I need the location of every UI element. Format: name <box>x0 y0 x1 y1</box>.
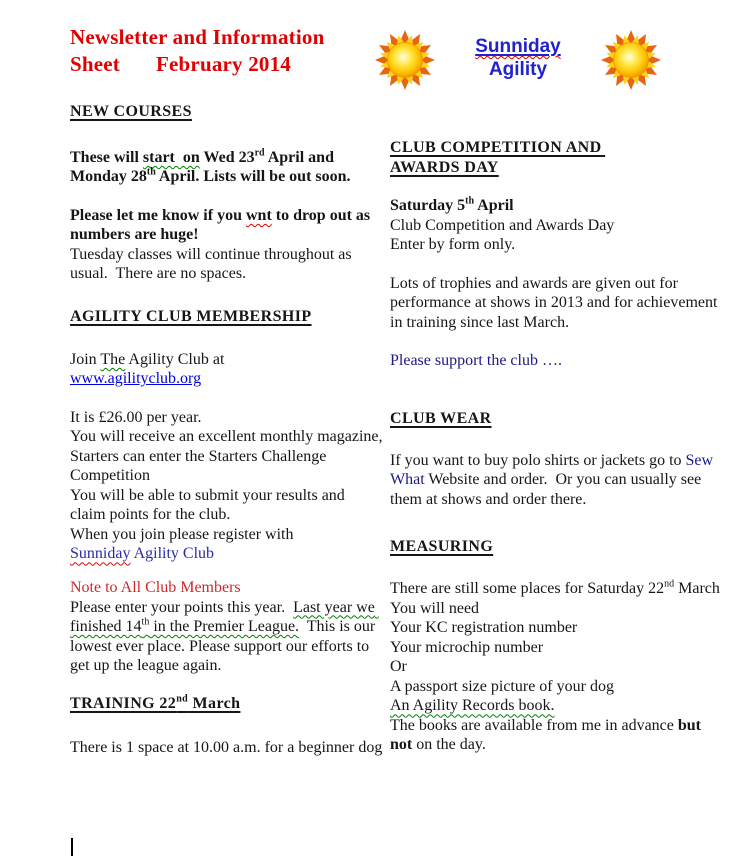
ordinal-suffix: th <box>141 616 150 628</box>
paragraph-or: Or <box>390 658 407 676</box>
paragraph-trophies: Lots of trophies and awards are given out for performance at shows in 2013 and for achievement in training since last March. <box>390 274 722 331</box>
club-title-line2: Agility <box>488 58 548 80</box>
ordinal-suffix: nd <box>176 693 189 705</box>
newsletter-title-line1: Newsletter and Information <box>70 25 325 49</box>
text-run: Agility Club <box>130 545 215 563</box>
text-run: The books are available from me in advance <box>390 716 678 734</box>
newsletter-title-sheet: Sheet <box>70 51 120 76</box>
sew-what-link[interactable]: Sew What <box>390 451 717 489</box>
heading-new-courses: NEW COURSES <box>70 102 192 120</box>
text-run: Saturday 5 <box>390 197 466 214</box>
spelling-squiggle-sunniday: Sunniday <box>70 545 131 563</box>
paragraph-magazine: You will receive an excellent monthly magazine, <box>70 428 383 446</box>
newsletter-title <box>70 24 384 78</box>
heading-note-to-members: Note to All Club Members <box>70 579 241 596</box>
newsletter-title-date: February 2014 <box>156 51 291 76</box>
ordinal-suffix: th <box>465 195 475 207</box>
heading-agility-club-membership: AGILITY CLUB MEMBERSHIP <box>70 307 312 325</box>
text-run: TRAINING 22 <box>70 694 177 712</box>
text-run: Last year we finished 14 <box>70 598 379 636</box>
paragraph-microchip: Your microchip number <box>390 638 544 656</box>
club-title <box>475 27 561 82</box>
sun-icon <box>372 27 438 93</box>
paragraph-you-will-need: You will need <box>390 599 480 617</box>
grammar-squiggle-start-on: start on <box>142 148 200 166</box>
text-run: Join <box>70 350 101 368</box>
sun-icon <box>598 27 664 93</box>
grammar-squiggle-the: The <box>100 350 126 368</box>
right-column <box>390 138 720 755</box>
paragraph-premier-league <box>70 598 384 676</box>
paragraph-starters: Starters can enter the Starters Challenge Competition <box>70 447 331 485</box>
text-run: in the Premier League. <box>149 618 300 636</box>
spelling-squiggle-sunniday-banner <box>475 36 561 57</box>
paragraph-competition-line2: Enter by form only. <box>390 236 516 254</box>
paragraph-results: You will be able to submit your results and claim points for the club. <box>70 486 349 524</box>
heading-club-competition: CLUB COMPETITION AND AWARDS DAY <box>390 139 606 176</box>
sunniday-club-link[interactable] <box>70 544 384 564</box>
paragraph-passport-picture: A passport size picture of your dog <box>390 677 614 695</box>
text-run: Please enter your points this year. <box>70 598 294 616</box>
text-run: Agility Club at <box>125 350 225 368</box>
paragraph-training-space: There is 1 space at 10.00 a.m. for a beginner dog <box>70 738 383 756</box>
grammar-squiggle-records-book: An Agility Records book. <box>390 697 555 715</box>
paragraph-measuring-date <box>390 579 720 599</box>
agilityclub-link[interactable]: www.agilityclub.org <box>70 370 202 388</box>
text-run: Website and order. Or you can usually see them at shows and order there. <box>390 471 706 508</box>
heading-training-march <box>70 694 384 714</box>
paragraph-competition-date <box>390 196 720 216</box>
text-run: April. Lists will be out soon. <box>155 168 351 186</box>
paragraph-register: When you join please register with <box>70 525 294 543</box>
paragraph-competition-line1: Club Competition and Awards Day <box>390 216 615 234</box>
emphasis-but-not: but not <box>390 716 705 754</box>
paragraph-join-club <box>70 350 384 370</box>
paragraph-kc-number: Your KC registration number <box>390 619 578 637</box>
heading-measuring: MEASURING <box>390 538 494 556</box>
paragraph-records-book <box>390 696 720 716</box>
heading-club-wear: CLUB WEAR <box>390 409 492 427</box>
paragraph-price: It is £26.00 per year. <box>70 408 202 426</box>
text-run: on the day. <box>412 736 486 754</box>
text-cursor-caret <box>71 838 73 856</box>
text-run: There are still some places for Saturday 22 <box>390 580 665 598</box>
text-run: These will <box>70 148 143 166</box>
club-title-line1: Sunniday <box>475 36 561 57</box>
ordinal-suffix: th <box>146 166 156 178</box>
text-run: Wed 23 <box>199 148 255 166</box>
ordinal-suffix: rd <box>254 147 265 159</box>
ordinal-suffix: nd <box>664 578 675 590</box>
paragraph-support-club: Please support the club …. <box>390 352 562 370</box>
club-banner <box>372 27 664 93</box>
paragraph-courses-start <box>70 148 384 187</box>
text-run: to drop out as numbers are huge! <box>70 206 375 244</box>
paragraph-club-url <box>70 369 384 389</box>
spelling-squiggle-wnt: wnt <box>245 206 272 224</box>
left-column <box>70 24 384 757</box>
text-run: March <box>674 580 720 598</box>
text-run: April and Monday 28 <box>70 148 338 186</box>
paragraph-tuesday-classes: Tuesday classes will continue throughout as usual. There are no spaces. <box>70 245 356 283</box>
text-run: If you want to buy polo shirts or jackets go to <box>390 451 686 469</box>
text-run: This is our lowest ever place. Please support our efforts to get up the league again. <box>70 618 380 675</box>
text-run: March <box>188 694 241 712</box>
paragraph-club-wear <box>390 451 720 510</box>
text-run: Please let me know if you <box>70 206 246 224</box>
paragraph-drop-out <box>70 206 384 245</box>
text-run: April <box>474 197 514 214</box>
paragraph-books-available <box>390 716 720 755</box>
